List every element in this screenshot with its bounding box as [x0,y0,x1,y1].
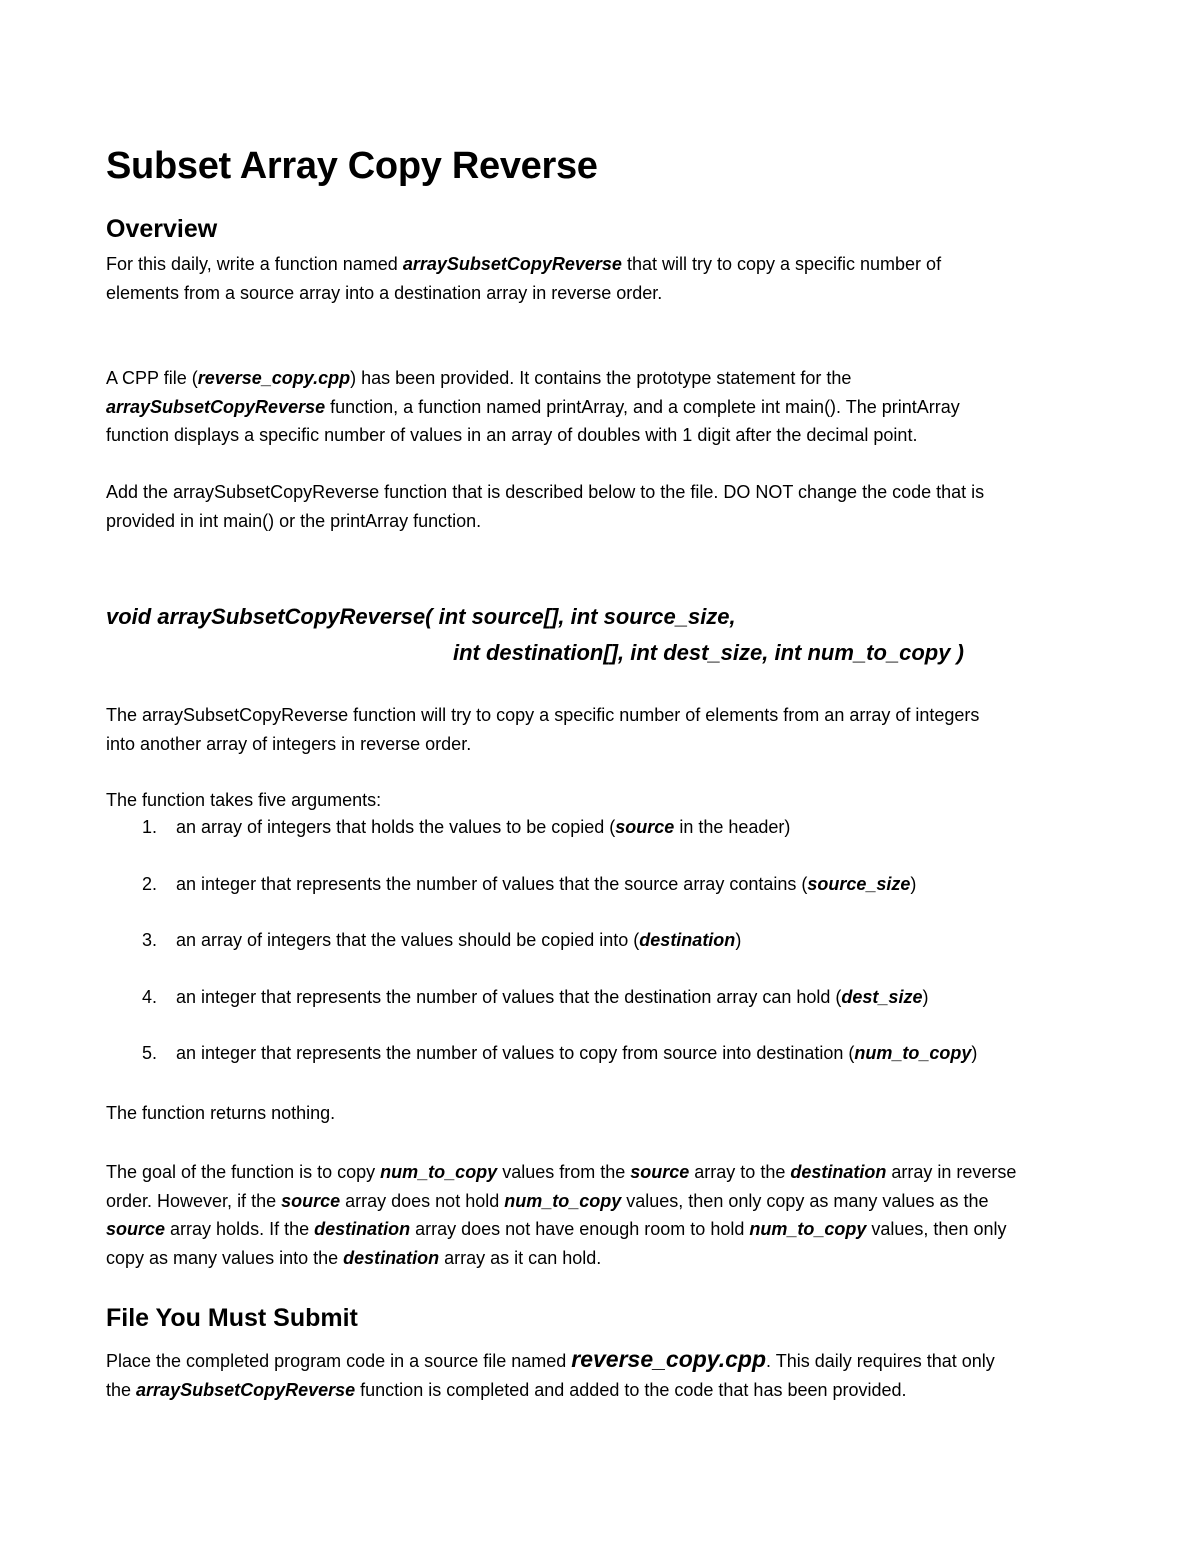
file-name-ref: reverse_copy.cpp [197,368,351,388]
overview-paragraph-2: A CPP file (reverse_copy.cpp) has been provided. It contains the prototype statement for the arraySubsetCopyReverse function, a function named printArray, and a complete int main(). The printArray function displays a specific number of values in an array of doubles with 1 digit after the decimal point. [106,368,960,445]
submit-heading: File You Must Submit [106,1304,358,1332]
function-name-ref: arraySubsetCopyReverse [402,254,622,274]
overview-heading: Overview [106,215,218,243]
argument-list-item: 4. an integer that represents the number of values that the destination array can hold (dest_size) [142,987,929,1007]
submit-paragraph: Place the completed program code in a source file named reverse_copy.cpp. This daily requires that only the arraySubsetCopyReverse function is completed and added to the code that has been provided. [106,1346,995,1400]
returns-text: The function returns nothing. [106,1103,336,1123]
function-name-ref: arraySubsetCopyReverse [106,396,326,417]
arguments-intro: The function takes five arguments: [106,790,382,810]
file-name-ref: reverse_copy.cpp [571,1346,767,1372]
overview-paragraph-3: Add the arraySubsetCopyReverse function that is described below to the file. DO NOT change the code that is provided in int main() or the printArray function. [106,482,985,531]
function-description: The arraySubsetCopyReverse function will try to copy a specific number of elements from an array of integers into another array of integers in reverse order. [106,705,980,754]
goal-paragraph: The goal of the function is to copy num_to_copy values from the source array to the destination array in reverse order. However, if the source array does not hold num_to_copy values, then only copy as many values as the source array holds. If the destination array does not have enough room to hold num_to_copy values, then only copy as many values into the destination array as it can hold. [106,1162,1017,1268]
page-title: Subset Array Copy Reverse [106,145,598,187]
argument-list-item: 3. an array of integers that the values should be copied into (destination) [142,930,742,950]
argument-list-item: 2. an integer that represents the number of values that the source array contains (source_size) [142,874,917,894]
overview-paragraph-1: For this daily, write a function named arraySubsetCopyReverse that will try to copy a specific number of elements from a source array into a destination array in reverse order. [106,254,942,303]
argument-list-item: 1. an array of integers that holds the values to be copied (source in the header) [142,817,791,837]
function-signature-line-2: int destination[], int dest_size, int num_to_copy ) [453,640,964,665]
function-signature-line-1: void arraySubsetCopyReverse( int source[], int source_size, [106,604,736,629]
argument-list-item: 5. an integer that represents the number of values to copy from source into destination (num_to_copy) [142,1043,978,1063]
function-name-ref: arraySubsetCopyReverse [136,1379,356,1400]
